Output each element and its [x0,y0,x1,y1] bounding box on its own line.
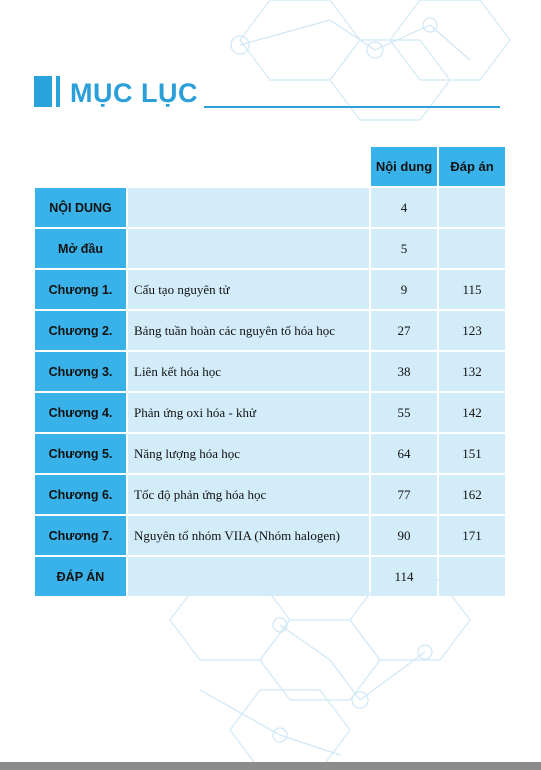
row-description: Phản ứng oxi hóa - khử [128,393,369,432]
row-label: Chương 7. [35,516,126,555]
row-label: NỘI DUNG [35,188,126,227]
row-page: 114 [371,557,437,596]
row-page: 27 [371,311,437,350]
row-answer: 132 [439,352,505,391]
row-page: 38 [371,352,437,391]
header-content: Nội dung [371,147,437,186]
row-page: 90 [371,516,437,555]
table-row [35,311,505,350]
row-page: 77 [371,475,437,514]
title-underline [204,106,500,108]
table-row [35,434,505,473]
row-description [128,188,369,227]
table-row [35,516,505,555]
row-description: Nguyên tố nhóm VIIA (Nhóm halogen) [128,516,369,555]
row-answer: 162 [439,475,505,514]
row-answer: 171 [439,516,505,555]
row-page: 9 [371,270,437,309]
table-row [35,393,505,432]
row-label: Chương 1. [35,270,126,309]
row-description: Cấu tạo nguyên tử [128,270,369,309]
row-label: Mở đầu [35,229,126,268]
table-header-row [35,147,505,186]
title-accent-block [34,76,52,107]
row-page: 55 [371,393,437,432]
row-label: Chương 4. [35,393,126,432]
row-answer: 115 [439,270,505,309]
row-label: Chương 5. [35,434,126,473]
table-row [35,557,505,596]
row-label: Chương 2. [35,311,126,350]
row-page: 64 [371,434,437,473]
row-label: Chương 6. [35,475,126,514]
row-description [128,557,369,596]
table-row [35,352,505,391]
row-description [128,229,369,268]
header-answer: Đáp án [439,147,505,186]
bottom-border [0,762,541,770]
row-answer: 142 [439,393,505,432]
row-description: Bảng tuần hoàn các nguyên tố hóa học [128,311,369,350]
row-description: Năng lượng hóa học [128,434,369,473]
title-accent-bar [56,76,60,107]
table-row [35,188,505,227]
row-description: Liên kết hóa học [128,352,369,391]
row-answer: 123 [439,311,505,350]
row-answer [439,188,505,227]
row-answer: 151 [439,434,505,473]
table-row [35,270,505,309]
row-description: Tốc độ phản ứng hóa học [128,475,369,514]
row-answer [439,557,505,596]
toc-table [33,145,507,598]
table-row [35,475,505,514]
row-answer [439,229,505,268]
row-label: ĐÁP ÁN [35,557,126,596]
table-row [35,229,505,268]
row-page: 5 [371,229,437,268]
row-page: 4 [371,188,437,227]
page-title: MỤC LỤC [70,78,198,108]
row-label: Chương 3. [35,352,126,391]
